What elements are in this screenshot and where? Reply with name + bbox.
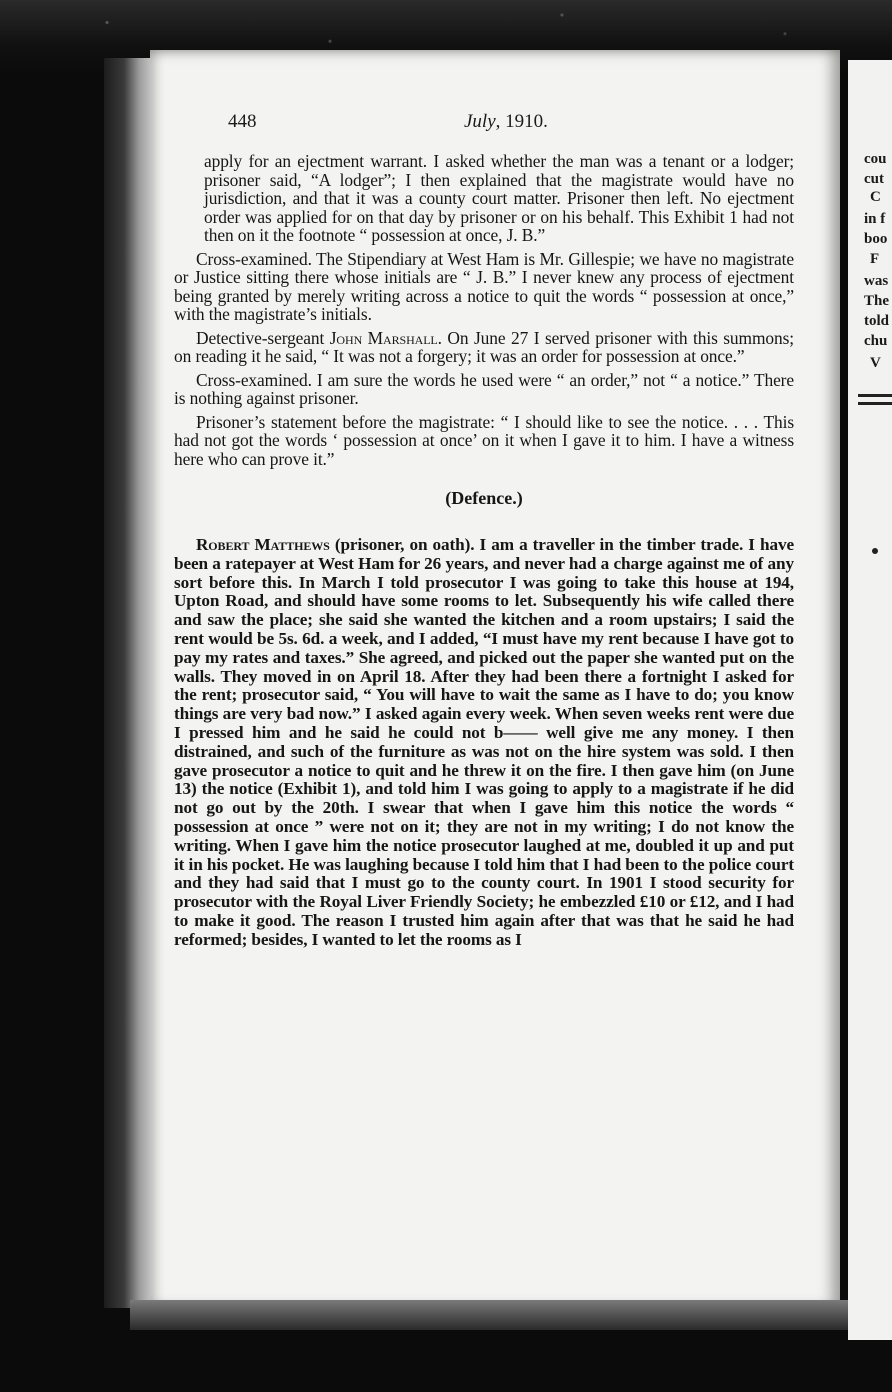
body-text [174, 152, 794, 950]
facing-line: The [864, 293, 890, 309]
section-heading-defence: (Defence.) [445, 488, 523, 508]
running-head [464, 111, 548, 133]
paragraph: Cross-examined. I am sure the words he used were “ an order,” not “ a notice.” There is nothing against prisoner. [174, 369, 794, 408]
defence-section [174, 536, 794, 950]
facing-rule [858, 402, 892, 405]
paragraph-matthews [174, 536, 794, 950]
facing-line: V [870, 355, 881, 371]
paragraph: apply for an ejectment warrant. I asked whether the man was a tenant or a lodger; prisoner said, “A lodger”; I then explained that the magistrate would have no jurisdiction, and that it was a county court matter. Prisoner then left. No ejectment order was applied for on that day by prisoner or on his behalf. This Exhibit 1 had not then on it the footnote “ possession at once, J. B.” [204, 151, 794, 245]
page-bottom-edge [130, 1300, 850, 1330]
facing-line: F [870, 251, 880, 267]
facing-page-mark [872, 548, 878, 554]
running-head-month: July [464, 111, 496, 132]
witness-testimony: (prisoner, on oath). I am a traveller in the timber trade. I have been a ratepayer at West Ham for 26 years, and never had a charge against me of any sort before this. In March I told prosecutor I was going to take this house at 194, Upton Road, and should have some rooms to let. Subsequently his wife called there and saw the place; she said she wanted the kitchen and a room upstairs; I said the rent would be 5s. 6d. a week, and I added, “I must have my rent because I have got to pay my rates and taxes.” She agreed, and picked out the paper she wanted put on the walls. They moved in on April 18. After they had been there a fortnight I asked for the rent; prosecutor said, “ You will have to wait the same as I have to do; you know things are very bad now.” I asked again every week. When seven weeks rent were due I pressed him and he said he could not b—— well give me any money. I then distrained, and such of the furniture as was not on the hire system was sold. I then gave prosecutor a notice to quit and he threw it on the fire. I then gave him (on June 13) the notice (Exhibit 1), and told him I was going to apply to a magistrate if he did not go out by the 20th. I swear that when I gave him this notice the words “ possession at once ” were not on it; they are not in my writing; I do not know the writing. When I gave him the notice prosecutor laughed at me, doubled it up and put it in his pocket. He was laughing because I told him that I had been to the police court and they had said that I must go to the county court. In 1901 I stood security for prosecutor with the Royal Liver Friendly Society; he embezzled £10 or £12, and I had to make it good. The reason I trusted him again after that was that he said he had reformed; besides, I wanted to let the rooms as I [174, 535, 794, 949]
facing-line: cou [864, 151, 887, 167]
facing-line: cut [864, 171, 884, 187]
witness-name: John Marshall [329, 327, 438, 348]
witness-testimony: . On June 27 I served prisoner with this summons; on reading it he said, “ It was not a forgery; it was an order for possession at once.” [174, 327, 794, 366]
facing-line: was [864, 273, 889, 289]
facing-line: in f [864, 211, 886, 227]
witness-name: Robert Matthews [196, 535, 330, 554]
paragraph: Cross-examined. The Stipendiary at West Ham is Mr. Gillespie; we have no magistrate or Justice sitting there whose initials are “ J. B.” I never knew any process of ejectment being granted by merely writing across a notice to quit the words “ possession at once,” with the magistrate’s initials. [174, 248, 794, 324]
facing-line: chu [864, 333, 888, 349]
book-spine-edge [104, 58, 154, 1308]
facing-line: C [870, 189, 881, 205]
page-header [228, 111, 588, 139]
paragraph-marshall [174, 329, 794, 366]
facing-page-fragment [848, 60, 892, 1340]
facing-line: boo [864, 231, 888, 247]
facing-rule [858, 394, 892, 397]
witness-lead: Detective-sergeant [196, 327, 330, 348]
paragraph: Prisoner’s statement before the magistrate: “ I should like to see the notice. . . . This had not got the words ‘ possession at once’ on it when I gave it to him. I have a witness here who can prove it.” [174, 411, 794, 469]
facing-line: told [864, 313, 890, 329]
page-number: 448 [228, 111, 257, 132]
running-head-year: , 1910. [495, 111, 548, 132]
